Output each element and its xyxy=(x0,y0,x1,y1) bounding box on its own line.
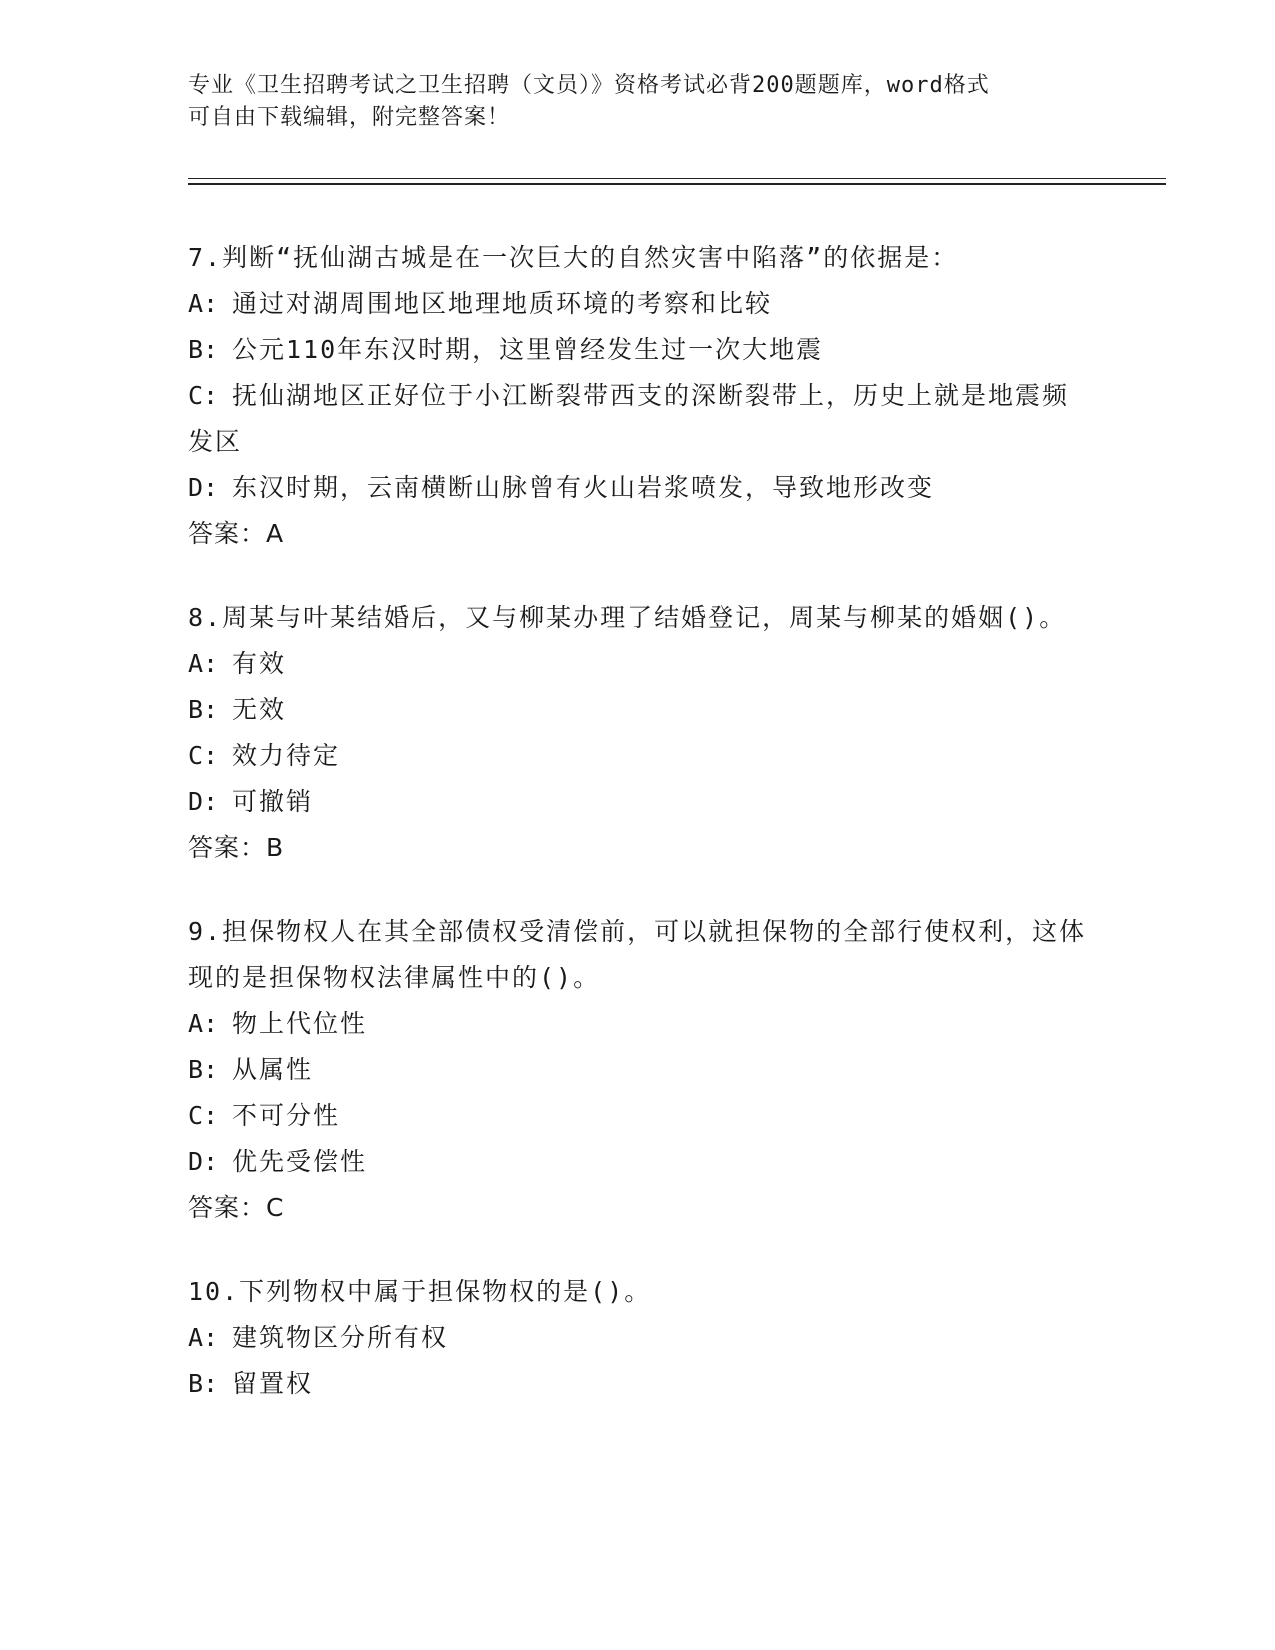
option-b xyxy=(188,1047,1088,1093)
option-text: 有效 xyxy=(232,649,287,678)
option-text: 效力待定 xyxy=(232,741,341,770)
option-text: 可撤销 xyxy=(232,787,314,816)
option-key: A: xyxy=(188,289,219,318)
option-key: B: xyxy=(188,1055,219,1084)
option-key: C: xyxy=(188,1101,219,1130)
header-line-2: 可自由下载编辑，附完整答案！ xyxy=(188,105,511,130)
option-text: 建筑物区分所有权 xyxy=(232,1323,449,1352)
header-line-1: 专业《卫生招聘考试之卫生招聘（文员）》资格考试必背200题题库，word格式 xyxy=(188,73,990,98)
option-key: B: xyxy=(188,1369,219,1398)
question-stem: 判断“抚仙湖古城是在一次巨大的自然灾害中陷落”的依据是： xyxy=(222,243,959,272)
option-d xyxy=(188,779,1088,825)
answer-line: 答案：A xyxy=(188,519,285,548)
option-key: A: xyxy=(188,649,219,678)
header-divider xyxy=(188,178,1166,179)
option-c xyxy=(188,733,1088,779)
option-key: D: xyxy=(188,787,219,816)
question-8 xyxy=(188,595,1088,871)
option-key: C: xyxy=(188,741,219,770)
question-text xyxy=(188,909,1088,1001)
option-text: 留置权 xyxy=(232,1369,314,1398)
option-key: D: xyxy=(188,473,219,502)
option-key: B: xyxy=(188,335,219,364)
option-text: 优先受偿性 xyxy=(232,1147,368,1176)
question-10 xyxy=(188,1269,1088,1407)
question-stem: 下列物权中属于担保物权的是()。 xyxy=(239,1277,652,1306)
question-stem: 周某与叶某结婚后，又与柳某办理了结婚登记，周某与柳某的婚姻()。 xyxy=(222,603,1067,632)
answer-line: 答案：B xyxy=(188,833,285,862)
question-9 xyxy=(188,909,1088,1231)
header-divider-thick xyxy=(188,183,1166,185)
option-b xyxy=(188,687,1088,733)
option-text: 公元110年东汉时期，这里曾经发生过一次大地震 xyxy=(232,335,824,364)
question-number: 10. xyxy=(188,1277,240,1306)
option-text: 抚仙湖地区正好位于小江断裂带西支的深断裂带上，历史上就是地震频发区 xyxy=(188,381,1070,456)
option-key: A: xyxy=(188,1323,219,1352)
answer-line: 答案：C xyxy=(188,1193,285,1222)
question-number: 9. xyxy=(188,917,223,946)
option-text: 不可分性 xyxy=(232,1101,341,1130)
question-number: 8. xyxy=(188,603,223,632)
question-stem: 担保物权人在其全部债权受清偿前，可以就担保物的全部行使权利，这体现的是担保物权法律属性中的()。 xyxy=(188,917,1087,992)
question-number: 7. xyxy=(188,243,223,272)
option-b xyxy=(188,1361,1088,1407)
option-b xyxy=(188,327,1088,373)
document-header xyxy=(188,70,1068,134)
option-text: 从属性 xyxy=(232,1055,314,1084)
option-a xyxy=(188,281,1088,327)
option-d xyxy=(188,465,1088,511)
option-a xyxy=(188,1315,1088,1361)
question-list xyxy=(188,235,1088,1445)
option-key: C: xyxy=(188,381,219,410)
option-a xyxy=(188,1001,1088,1047)
option-c xyxy=(188,373,1088,465)
question-text xyxy=(188,1269,1088,1315)
question-7 xyxy=(188,235,1088,557)
option-text: 东汉时期，云南横断山脉曾有火山岩浆喷发，导致地形改变 xyxy=(232,473,935,502)
question-text xyxy=(188,595,1088,641)
option-key: A: xyxy=(188,1009,219,1038)
option-key: B: xyxy=(188,695,219,724)
option-d xyxy=(188,1139,1088,1185)
option-text: 无效 xyxy=(232,695,287,724)
question-text xyxy=(188,235,1088,281)
option-c xyxy=(188,1093,1088,1139)
option-text: 物上代位性 xyxy=(232,1009,368,1038)
option-key: D: xyxy=(188,1147,219,1176)
option-text: 通过对湖周围地区地理地质环境的考察和比较 xyxy=(232,289,773,318)
option-a xyxy=(188,641,1088,687)
